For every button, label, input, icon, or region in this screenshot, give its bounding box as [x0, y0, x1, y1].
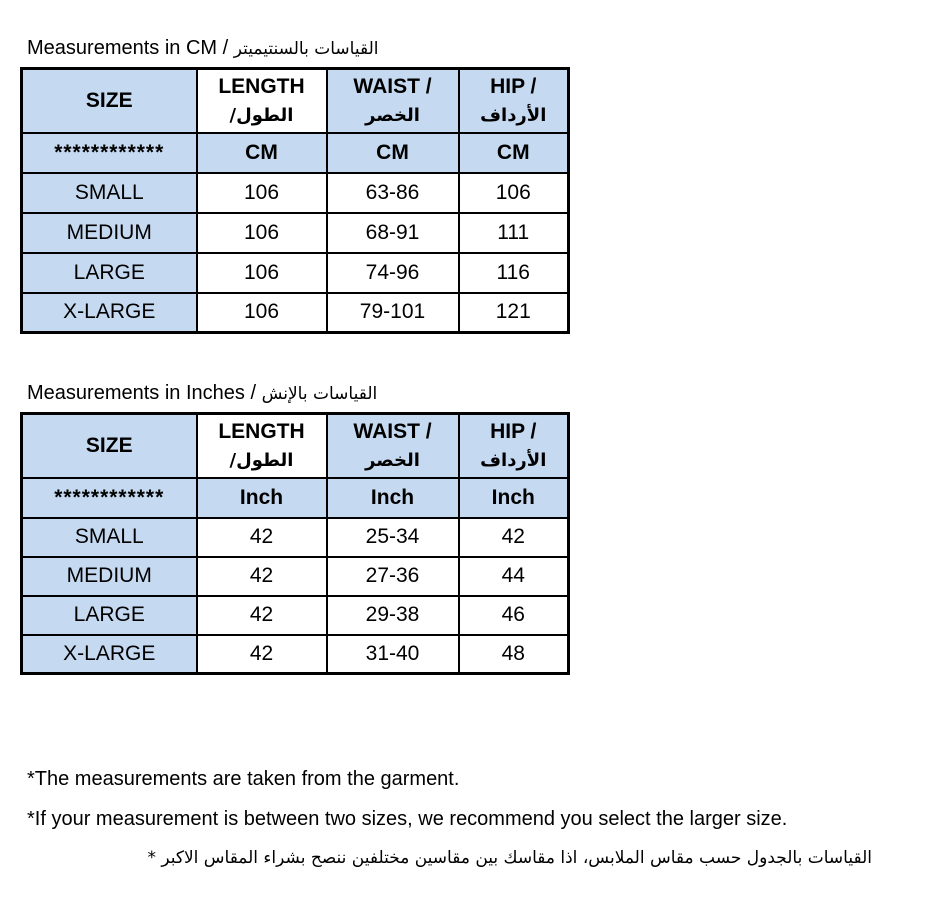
units-placeholder: ************: [22, 133, 197, 173]
length-cell: 42: [197, 557, 327, 596]
table-row: [22, 213, 569, 253]
unit-waist: CM: [327, 133, 459, 173]
note-arabic: القياسات بالجدول حسب مقاس الملابس، اذا مقاسك بين مقاسين مختلفين ننصح بشراء المقاس الاكبر *: [147, 848, 872, 868]
length-cell: 106: [197, 213, 327, 253]
length-header-ar: الطول/: [229, 104, 294, 126]
length-cell: 42: [197, 596, 327, 635]
inch-table-caption: [27, 381, 377, 406]
size-cell: MEDIUM: [22, 557, 197, 596]
inch-caption-ar: القياسات بالإنش: [261, 384, 378, 404]
header-row: [22, 414, 569, 478]
size-cell: SMALL: [22, 173, 197, 213]
hip-cell: 46: [459, 596, 569, 635]
unit-length: CM: [197, 133, 327, 173]
size-cell: SMALL: [22, 518, 197, 557]
cm-table-caption: [27, 36, 379, 61]
hip-cell: 106: [459, 173, 569, 213]
hip-header-ar: الأرداف: [480, 449, 547, 471]
size-header: SIZE: [22, 69, 197, 133]
length-header-ar: الطول/: [229, 449, 294, 471]
length-cell: 106: [197, 173, 327, 213]
length-header: [197, 69, 327, 133]
hip-header: [459, 69, 569, 133]
cm-caption-en: Measurements in CM /: [27, 37, 229, 59]
table-row: [22, 557, 569, 596]
waist-cell: 27-36: [327, 557, 459, 596]
length-cell: 42: [197, 635, 327, 674]
hip-cell: 121: [459, 293, 569, 333]
table-row: [22, 596, 569, 635]
waist-cell: 74-96: [327, 253, 459, 293]
waist-header-en: WAIST /: [353, 419, 432, 443]
unit-hip: Inch: [459, 478, 569, 518]
hip-cell: 48: [459, 635, 569, 674]
length-cell: 106: [197, 253, 327, 293]
table-row: [22, 253, 569, 293]
unit-hip: CM: [459, 133, 569, 173]
table-row: [22, 518, 569, 557]
cm-caption-ar: القياسات بالسنتيميتر: [233, 39, 379, 59]
hip-header-en: HIP /: [490, 74, 537, 98]
waist-header: [327, 414, 459, 478]
length-header: [197, 414, 327, 478]
size-cell: X-LARGE: [22, 293, 197, 333]
hip-header-en: HIP /: [490, 419, 537, 443]
header-row: [22, 69, 569, 133]
units-row: [22, 133, 569, 173]
units-placeholder: ************: [22, 478, 197, 518]
waist-header-en: WAIST /: [353, 74, 432, 98]
inch-caption-en: Measurements in Inches /: [27, 382, 256, 404]
hip-cell: 111: [459, 213, 569, 253]
length-header-en: LENGTH: [218, 419, 305, 443]
waist-cell: 31-40: [327, 635, 459, 674]
table-row: [22, 635, 569, 674]
waist-cell: 68-91: [327, 213, 459, 253]
hip-header-ar: الأرداف: [480, 104, 547, 126]
units-row: [22, 478, 569, 518]
hip-cell: 42: [459, 518, 569, 557]
waist-header: [327, 69, 459, 133]
hip-cell: 44: [459, 557, 569, 596]
waist-cell: 63-86: [327, 173, 459, 213]
waist-header-ar: الخصر: [365, 104, 420, 126]
unit-length: Inch: [197, 478, 327, 518]
note-size-recommendation: *If your measurement is between two sizes, we recommend you select the larger size.: [27, 808, 788, 830]
unit-waist: Inch: [327, 478, 459, 518]
size-cell: MEDIUM: [22, 213, 197, 253]
hip-cell: 116: [459, 253, 569, 293]
waist-header-ar: الخصر: [365, 449, 420, 471]
length-cell: 106: [197, 293, 327, 333]
cm-size-table: [20, 67, 570, 334]
inch-size-table: [20, 412, 570, 675]
note-garment-measurement: *The measurements are taken from the garment.: [27, 768, 460, 790]
length-header-en: LENGTH: [218, 74, 305, 98]
waist-cell: 25-34: [327, 518, 459, 557]
length-cell: 42: [197, 518, 327, 557]
size-cell: X-LARGE: [22, 635, 197, 674]
table-row: [22, 173, 569, 213]
size-cell: LARGE: [22, 596, 197, 635]
hip-header: [459, 414, 569, 478]
waist-cell: 79-101: [327, 293, 459, 333]
size-header: SIZE: [22, 414, 197, 478]
table-row: [22, 293, 569, 333]
size-cell: LARGE: [22, 253, 197, 293]
waist-cell: 29-38: [327, 596, 459, 635]
